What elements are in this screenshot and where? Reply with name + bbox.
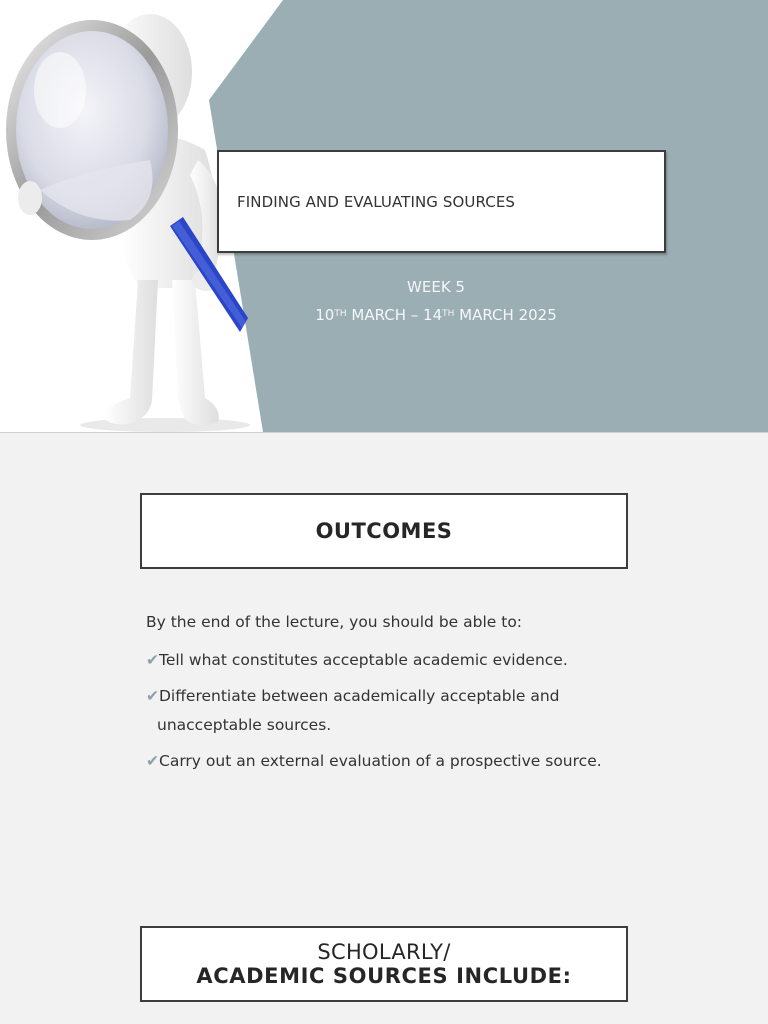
scholarly-heading-box [140, 926, 628, 1002]
date-range: 10TH MARCH – 14TH MARCH 2025 [315, 306, 557, 324]
list-item: ✔Differentiate between academically acceptable and unacceptable sources. [146, 687, 560, 734]
outcomes-heading: OUTCOMES [315, 519, 453, 543]
list-item: ✔Tell what constitutes acceptable academic evidence. [146, 651, 568, 669]
outcomes-list [146, 646, 636, 776]
outcomes-body [146, 609, 636, 783]
check-icon: ✔ [146, 752, 159, 770]
list-item: ✔Carry out an external evaluation of a prospective source. [146, 752, 602, 770]
week-label: WEEK 5 [407, 278, 465, 296]
check-icon: ✔ [146, 687, 159, 705]
title-slide [0, 0, 768, 432]
scholarly-heading-line2: ACADEMIC SOURCES INCLUDE: [196, 964, 572, 988]
slide-divider [0, 432, 768, 433]
scholarly-heading-line1: SCHOLARLY/ [317, 940, 451, 964]
slide-title: FINDING AND EVALUATING SOURCES [237, 192, 516, 211]
title-box [217, 150, 666, 253]
week-info [250, 274, 622, 329]
outcomes-heading-box [140, 493, 628, 569]
outcomes-intro: By the end of the lecture, you should be able to: [146, 613, 523, 631]
check-icon: ✔ [146, 651, 159, 669]
